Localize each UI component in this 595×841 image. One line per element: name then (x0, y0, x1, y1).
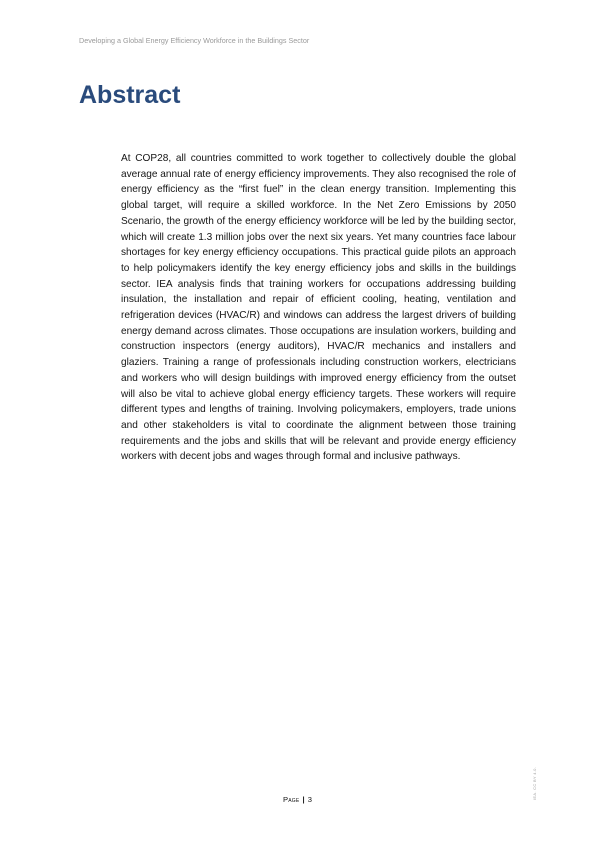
license-note (532, 760, 542, 800)
page-label: Page (282, 795, 300, 804)
page-footer (0, 795, 595, 804)
page-title: Abstract (79, 81, 181, 109)
page-separator: | (302, 795, 305, 804)
running-header: Developing a Global Energy Efficiency Workforce in the Buildings Sector (79, 36, 310, 45)
abstract-paragraph: At COP28, all countries committed to work together to collectively double the global average annual rate of energy efficiency improvements. They also recognised the role of energy efficiency as the “first fuel” in the clean energy transition. Implementing this global target, will require a skilled workforce. In the Net Zero Emissions by 2050 Scenario, the growth of the energy efficiency workforce will be led by the building sector, which will create 1.3 million jobs over the next six years. Yet many countries face labour shortages for key energy efficiency occupations. This practical guide pilots an approach to help policymakers identify the key energy efficiency jobs and skills in the buildings sector. IEA analysis finds that training workers for occupations addressing building insulation, the installation and repair of efficient cooling, heating, ventilation and refrigeration devices (HVAC/R) and windows can address the largest drivers of building energy demand across climates. Those occupations are insulation workers, building and construction inspectors (energy auditors), HVAC/R mechanics and installers and glaziers. Training a range of professionals including construction workers, electricians and workers who will design buildings with improved energy efficiency from the outset will also be vital to achieve global energy efficiency targets. These workers will require different types and lengths of training. Involving policymakers, employers, trade unions and other stakeholders is vital to coordinate the alignment between those training requirements and the jobs and skills that will be relevant and provide energy efficiency workers with decent jobs and wages through formal and inclusive pathways. (121, 153, 516, 463)
license-text: IEA. CC BY 4.0. (532, 766, 537, 800)
page-number: 3 (307, 795, 313, 804)
